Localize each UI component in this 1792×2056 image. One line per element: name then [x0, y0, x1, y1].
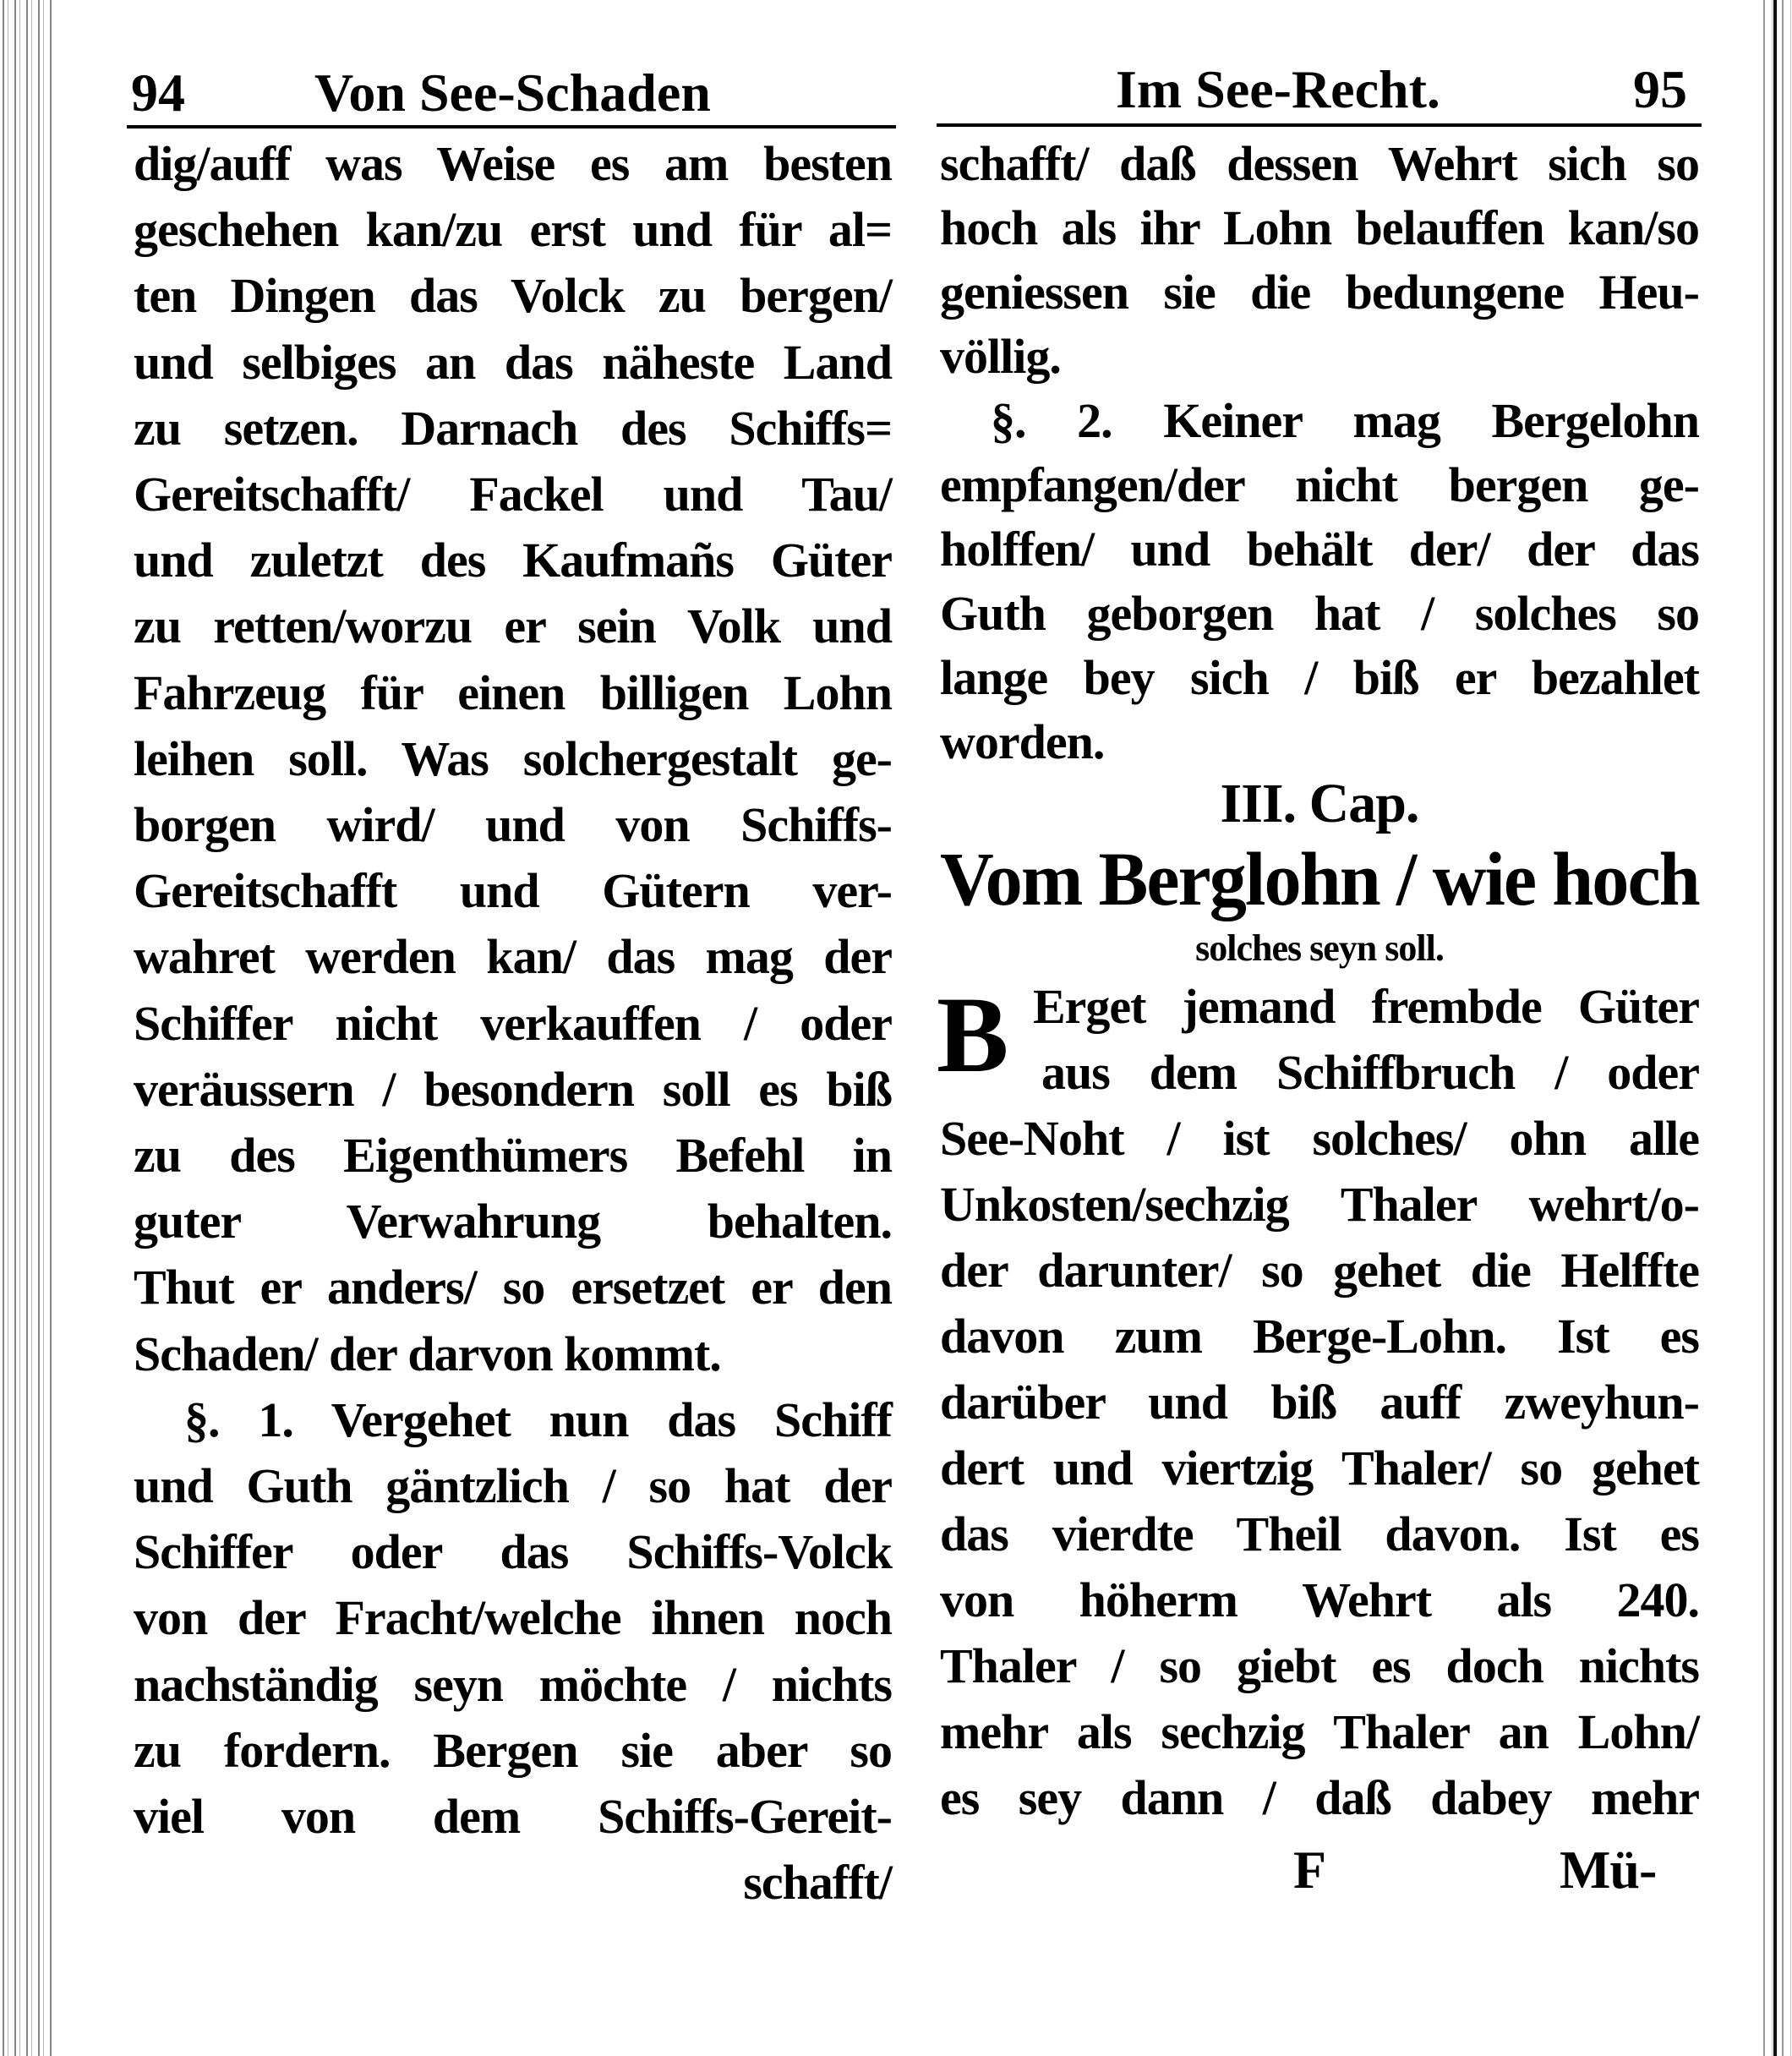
text-line: zu fordern. Bergen sie aber so: [134, 1722, 892, 1778]
text-line: Guth geborgen hat / solches so: [940, 586, 1699, 641]
text-line: hoch als ihr Lohn belauffen kan/so: [940, 200, 1699, 255]
left-page-number: 94: [131, 63, 185, 123]
text-line: und selbiges an das näheste Land: [134, 334, 892, 390]
left-header-rule: [127, 125, 896, 128]
drop-cap: B: [937, 975, 1009, 1095]
text-line: Gereitschafft/ Fackel und Tau/: [134, 467, 892, 522]
text-line: dert und viertzig Thaler/ so gehet: [940, 1441, 1699, 1496]
text-line: borgen wird/ und von Schiffs-: [134, 797, 892, 852]
text-line: von höherm Wehrt als 240.: [940, 1572, 1699, 1627]
text-line: guter Verwahrung behalten.: [134, 1194, 892, 1249]
text-line: das vierdte Theil davon. Ist es: [940, 1506, 1699, 1561]
text-line: schafft/: [743, 1855, 892, 1911]
text-line: dig/auff was Weise es am besten: [134, 136, 892, 191]
left-running-head: Von See-Schaden: [314, 63, 711, 123]
text-line: §. 2. Keiner mag Bergelohn: [991, 393, 1699, 448]
binding-edge-left: [0, 0, 54, 2056]
text-line: holffen/ und behält der/ der das: [940, 522, 1699, 577]
text-line: mehr als sechzig Thaler an Lohn/: [940, 1704, 1699, 1759]
chapter-subtitle: solches seyn soll.: [1195, 927, 1444, 969]
text-line: aus dem Schiffbruch / oder: [1041, 1045, 1699, 1100]
text-line: Gereitschafft und Gütern ver-: [134, 863, 892, 919]
text-line: Erget jemand frembde Güter: [1033, 979, 1699, 1034]
text-line: völlig.: [940, 329, 1061, 384]
text-line: ten Dingen das Volck zu bergen/: [134, 268, 892, 324]
text-line: es sey dann / daß dabey mehr: [940, 1770, 1699, 1825]
text-line: nachständig seyn möchte / nichts: [134, 1656, 892, 1712]
text-line: leihen soll. Was solchergestalt ge-: [134, 730, 892, 786]
text-line: zu des Eigenthümers Befehl in: [134, 1128, 892, 1183]
text-line: geschehen kan/zu erst und für al=: [134, 202, 892, 258]
text-line: davon zum Berge-Lohn. Ist es: [940, 1309, 1699, 1364]
text-line: zu retten/worzu er sein Volk und: [134, 599, 892, 654]
text-line: §. 1. Vergehet nun das Schiff: [184, 1392, 892, 1447]
page-edge-line: [1773, 0, 1777, 2056]
text-line: empfangen/der nicht bergen ge-: [940, 457, 1699, 512]
text-line: Schiffer nicht verkauffen / oder: [134, 995, 892, 1051]
text-line: geniessen sie die bedungene Heu-: [940, 265, 1699, 320]
signature-mark: F: [1293, 1840, 1326, 1900]
text-line: lange bey sich / biß er bezahlet: [940, 650, 1699, 705]
right-header-rule: [937, 123, 1702, 127]
text-line: Thaler / so giebt es doch nichts: [940, 1638, 1699, 1693]
text-line: Fahrzeug für einen billigen Lohn: [134, 664, 892, 720]
text-line: veräussern / besondern soll es biß: [134, 1061, 892, 1117]
text-line: der darunter/ so gehet die Helffte: [940, 1243, 1699, 1298]
catchword: Mü-: [1560, 1840, 1657, 1900]
right-running-head: Im See-Recht.: [1116, 59, 1440, 119]
right-page-number: 95: [1633, 59, 1687, 119]
text-line: darüber und biß auff zweyhun-: [940, 1375, 1699, 1430]
text-line: schafft/ daß dessen Wehrt sich so: [940, 136, 1699, 191]
chapter-number: III. Cap.: [1220, 773, 1419, 834]
text-line: und zuletzt des Kaufmañs Güter: [134, 533, 892, 588]
text-line: viel von dem Schiffs-Gereit-: [134, 1789, 892, 1844]
text-line: See-Noht / ist solches/ ohn alle: [940, 1111, 1699, 1166]
text-line: worden.: [940, 714, 1105, 769]
text-line: Schaden/ der darvon kommt.: [134, 1326, 721, 1381]
chapter-title: Vom Berglohn / wie hoch: [940, 838, 1699, 921]
text-line: wahret werden kan/ das mag der: [134, 929, 892, 985]
text-line: Schiffer oder das Schiffs-Volck: [134, 1524, 892, 1580]
text-line: von der Fracht/welche ihnen noch: [134, 1590, 892, 1646]
text-line: Unkosten/sechzig Thaler wehrt/o-: [940, 1177, 1699, 1232]
text-line: und Guth gäntzlich / so hat der: [134, 1458, 892, 1513]
text-line: zu setzen. Darnach des Schiffs=: [134, 400, 892, 456]
text-line: Thut er anders/ so ersetzet er den: [134, 1260, 892, 1315]
